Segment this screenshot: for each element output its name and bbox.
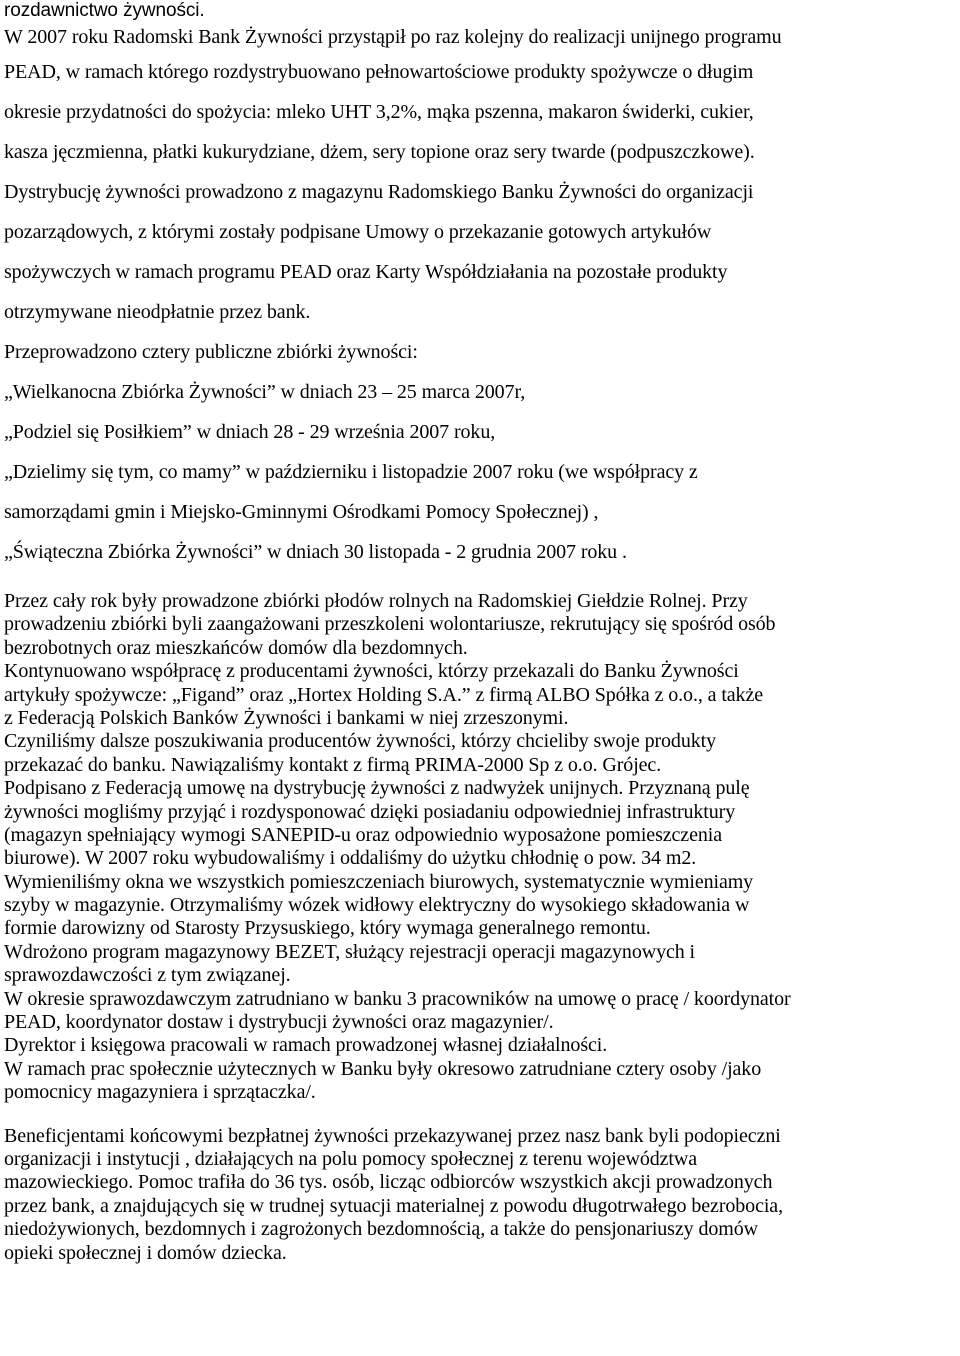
text-line: pomocnicy magazyniera i sprzątaczka/. bbox=[4, 1081, 316, 1104]
text-line: Przeprowadzono cztery publiczne zbiórki żywności: bbox=[4, 341, 418, 363]
paragraph-pead-and-collections bbox=[4, 22, 958, 572]
paragraph-gap bbox=[4, 572, 958, 590]
text-line: z Federacją Polskich Banków Żywności i bankami w niej zrzeszonymi. bbox=[4, 706, 569, 729]
text-line: Dystrybucję żywności prowadzono z magazynu Radomskiego Banku Żywności do organizacji bbox=[4, 181, 754, 203]
text-line: Kontynuowano współpracę z producentami żywności, którzy przekazali do Banku Żywności bbox=[4, 660, 739, 683]
text-line: otrzymywane nieodpłatnie przez bank. bbox=[4, 301, 311, 323]
text-line: organizacji i instytucji , działających na polu pomocy społecznej z terenu województwa bbox=[4, 1147, 698, 1170]
text-line: „Podziel się Posiłkiem” w dniach 28 - 29 września 2007 roku, bbox=[4, 421, 496, 443]
text-line-top-fragment: rozdawnictwo żywności. bbox=[4, 0, 205, 21]
text-line: Wymieniliśmy okna we wszystkich pomieszczeniach biurowych, systematycznie wymieniamy bbox=[4, 870, 754, 893]
text-line: opieki społecznej i domów dziecka. bbox=[4, 1241, 287, 1264]
text-line: sprawozdawczości z tym związanej. bbox=[4, 964, 291, 987]
text-line: Podpisano z Federacją umowę na dystrybucję żywności z nadwyżek unijnych. Przyznaną pulę bbox=[4, 777, 750, 800]
text-line: szyby w magazynie. Otrzymaliśmy wózek widłowy elektryczny do wysokiego składowania w bbox=[4, 894, 750, 917]
text-line: PEAD, w ramach którego rozdystrybuowano pełnowartościowe produkty spożywcze o długim bbox=[4, 61, 754, 83]
text-line: niedożywionych, bezdomnych i zagrożonych bezdomnością, a także do pensjonariuszy domów bbox=[4, 1218, 758, 1241]
text-line: spożywczych w ramach programu PEAD oraz Karty Współdziałania na pozostałe produkty bbox=[4, 261, 728, 283]
text-line: „Świąteczna Zbiórka Żywności” w dniach 30 listopada - 2 grudnia 2007 roku . bbox=[4, 541, 627, 563]
text-line: prowadzeniu zbiórki byli zaangażowani przeszkoleni wolontariusze, rekrutujący się spośród osób bbox=[4, 613, 776, 636]
paragraph-gap bbox=[4, 1105, 958, 1125]
paragraph-activities bbox=[4, 590, 958, 1105]
text-line: biurowe). W 2007 roku wybudowaliśmy i oddaliśmy do użytku chłodnię o pow. 34 m2. bbox=[4, 847, 697, 870]
text-line: W ramach prac społecznie użytecznych w Banku były okresowo zatrudniane cztery osoby /jako bbox=[4, 1057, 762, 1080]
text-line: Wdrożono program magazynowy BEZET, służący rejestracji operacji magazynowych i bbox=[4, 940, 695, 963]
text-line: żywności mogliśmy przyjąć i rozdysponować dzięki posiadaniu odpowiedniej infrastruktury bbox=[4, 800, 736, 823]
text-line: kasza jęczmienna, płatki kukurydziane, dżem, sery topione oraz sery twarde (podpuszczkowe). bbox=[4, 141, 755, 163]
text-line: okresie przydatności do spożycia: mleko UHT 3,2%, mąka pszenna, makaron świderki, cukier, bbox=[4, 101, 754, 123]
text-line: pozarządowych, z którymi zostały podpisane Umowy o przekazanie gotowych artykułów bbox=[4, 221, 712, 243]
paragraph-beneficiaries bbox=[4, 1125, 958, 1265]
text-line: samorządami gmin i Miejsko-Gminnymi Ośrodkami Pomocy Społecznej) , bbox=[4, 501, 599, 523]
text-line: przez bank, a znajdujących się w trudnej sytuacji materialnej z powodu długotrwałego bezrobocia, bbox=[4, 1194, 783, 1217]
text-line: Dyrektor i księgowa pracowali w ramach prowadzonej własnej działalności. bbox=[4, 1034, 608, 1057]
text-line: „Dzielimy się tym, co mamy” w październiku i listopadzie 2007 roku (we współpracy z bbox=[4, 461, 698, 483]
text-line: przekazać do banku. Nawiązaliśmy kontakt z firmą PRIMA-2000 Sp z o.o. Grójec. bbox=[4, 753, 662, 776]
text-line: bezrobotnych oraz mieszkańców domów dla bezdomnych. bbox=[4, 636, 468, 659]
text-line: Przez cały rok były prowadzone zbiórki płodów rolnych na Radomskiej Giełdzie Rolnej. Przy bbox=[4, 590, 748, 612]
text-line: Czyniliśmy dalsze poszukiwania producentów żywności, którzy chcieliby swoje produkty bbox=[4, 730, 716, 753]
text-line: W okresie sprawozdawczym zatrudniano w banku 3 pracowników na umowę o pracę / koordynator bbox=[4, 987, 791, 1010]
text-line: artykuły spożywcze: „Figand” oraz „Hortex Holding S.A.” z firmą ALBO Spółka z o.o., a także bbox=[4, 683, 764, 706]
text-line: PEAD, koordynator dostaw i dystrybucji żywności oraz magazynier/. bbox=[4, 1011, 554, 1034]
text-line: (magazyn spełniający wymogi SANEPID-u oraz odpowiednio wyposażone pomieszczenia bbox=[4, 823, 722, 846]
text-line: W 2007 roku Radomski Bank Żywności przystąpił po raz kolejny do realizacji unijnego programu bbox=[4, 26, 782, 48]
text-line: Beneficjentami końcowymi bezpłatnej żywności przekazywanej przez nasz bank byli podopieczni bbox=[4, 1124, 781, 1147]
text-line: formie darowizny od Starosty Przysuskiego, który wymaga generalnego remontu. bbox=[4, 917, 651, 940]
document-page bbox=[4, 0, 958, 1265]
text-line: mazowieckiego. Pomoc trafiła do 36 tys. osób, licząc odbiorców wszystkich akcji prowadzonych bbox=[4, 1171, 773, 1194]
text-line: „Wielkanocna Zbiórka Żywności” w dniach 23 – 25 marca 2007r, bbox=[4, 381, 526, 403]
